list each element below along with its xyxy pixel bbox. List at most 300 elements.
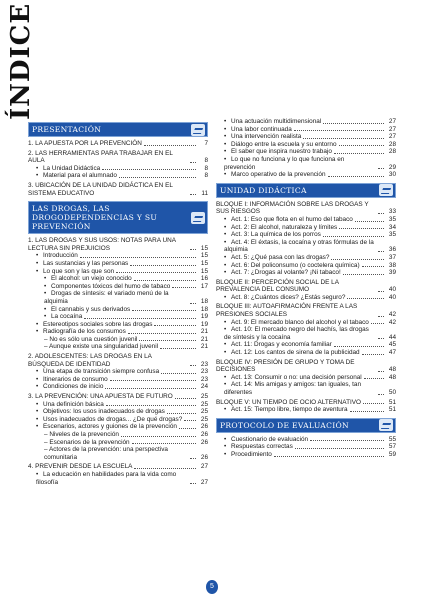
dot-leader xyxy=(363,403,384,404)
bullet-icon: • xyxy=(224,253,227,261)
bullet-icon: • xyxy=(36,259,39,267)
toc-entry[interactable] xyxy=(28,416,208,424)
dot-leader xyxy=(343,274,384,275)
dot-leader xyxy=(121,436,196,437)
toc-entry-label: La educación en habilidades para la vida como filosofía xyxy=(36,470,177,486)
toc-page-number: 21 xyxy=(200,328,208,336)
toc-entry-label: Componentes tóxicos del humo de tabaco xyxy=(51,282,171,290)
toc-page-number: 26 xyxy=(200,431,208,438)
dot-leader xyxy=(105,388,196,389)
toc-page-number: 34 xyxy=(388,223,396,231)
toc-page-number: 26 xyxy=(200,423,208,431)
toc-page-number: 55 xyxy=(388,435,396,443)
toc-page-number: 48 xyxy=(388,366,396,374)
bullet-icon: • xyxy=(224,269,227,277)
toc-entry-label: BLOQUE IV: PRESIÓN DE GRUPO Y TOMA DE DECISIONES xyxy=(216,358,355,374)
bullet-icon: • xyxy=(224,125,227,133)
section-header xyxy=(28,201,208,234)
toc-page-number: 29 xyxy=(388,163,396,171)
toc-page-number: 15 xyxy=(200,252,208,260)
toc-page-number: 26 xyxy=(200,453,208,461)
toc-chapter-entry[interactable] xyxy=(28,393,208,401)
dot-leader xyxy=(80,257,196,258)
toc-entry[interactable] xyxy=(28,401,208,409)
toc-entry[interactable] xyxy=(216,341,396,349)
toc-entry-label: Act. 7: ¿Drogas al volante? ¡Ni tabaco! xyxy=(231,269,341,277)
bullet-icon: • xyxy=(224,171,227,179)
toc-entry-label: Cuestionario de evaluación xyxy=(231,435,309,443)
dot-leader xyxy=(102,169,196,170)
bullet-icon: • xyxy=(36,320,39,328)
toc-entry-label: – Niveles de la prevención xyxy=(44,431,119,438)
bullet-icon: • xyxy=(224,293,227,301)
toc-entry-label: Una actuación multidimensional xyxy=(231,118,322,125)
bullet-icon: • xyxy=(224,261,227,269)
toc-page-number: 40 xyxy=(388,286,396,294)
toc-entry-label: BLOQUE II: PERCEPCIÓN SOCIAL DE LA PREVALENCIA DEL CONSUMO xyxy=(216,278,339,294)
bullet-icon: • xyxy=(224,118,227,125)
toc-chapter-entry[interactable] xyxy=(28,237,208,252)
toc-page-number: 27 xyxy=(388,118,396,125)
toc-page-number: 18 xyxy=(200,305,208,313)
toc-entry[interactable] xyxy=(28,290,208,305)
bullet-icon: • xyxy=(36,328,39,336)
toc-page-number: 47 xyxy=(388,349,396,357)
dot-leader xyxy=(303,138,384,139)
toc-chapter-entry[interactable] xyxy=(216,201,396,216)
bullet-icon: • xyxy=(36,423,39,431)
toc-page-number: 30 xyxy=(388,171,396,179)
dot-leader xyxy=(161,373,196,374)
toc-entry-label: Act. 13: Consumir o no: una decisión personal xyxy=(231,373,362,381)
toc-page-number: 33 xyxy=(388,208,396,216)
bullet-icon: • xyxy=(36,267,39,275)
bullet-icon: • xyxy=(224,341,227,349)
toc-page-number: 45 xyxy=(388,341,396,349)
dot-leader xyxy=(323,236,384,237)
bullet-icon: • xyxy=(224,223,227,231)
section-emblem-icon xyxy=(191,124,205,136)
dot-leader xyxy=(334,153,384,154)
toc-entry-label: Act. 5: ¿Qué pasa con las drogas? xyxy=(231,253,330,261)
toc-page-number: 51 xyxy=(388,406,396,414)
toc-entry[interactable] xyxy=(216,141,396,149)
toc-entry-label: Respuestas correctas xyxy=(231,443,293,451)
dot-leader xyxy=(334,346,384,347)
toc-entry[interactable] xyxy=(28,439,208,447)
toc-entry-label: Una etapa de transición siempre confusa xyxy=(43,368,160,376)
bullet-icon: • xyxy=(36,400,39,408)
toc-entry[interactable] xyxy=(216,326,396,341)
toc-entry[interactable] xyxy=(28,165,208,173)
toc-entry-label: 1. LAS DROGAS Y SUS USOS: NOTAS PARA UNA LECTURA SIN PREJUICIOS xyxy=(28,237,176,252)
bullet-icon: • xyxy=(36,383,39,391)
dot-leader xyxy=(106,405,196,406)
dot-leader xyxy=(190,162,196,163)
bullet-icon: • xyxy=(44,290,47,298)
toc-entry[interactable] xyxy=(28,408,208,416)
toc-page-number: 57 xyxy=(388,443,396,451)
toc-page-number: 23 xyxy=(200,360,208,368)
bullet-icon: • xyxy=(36,164,39,172)
bullet-icon: • xyxy=(224,406,227,414)
dot-leader xyxy=(362,354,384,355)
toc-page-number: 15 xyxy=(200,259,208,267)
toc-entry[interactable] xyxy=(216,451,396,459)
toc-entry-label: Act. 10: El mercado negro del hachís, las drogas de síntesis y la cocaína xyxy=(224,326,369,341)
toc-page-number: 28 xyxy=(388,148,396,156)
toc-page-number: 27 xyxy=(200,478,208,486)
dot-leader xyxy=(378,371,384,372)
bullet-icon: • xyxy=(224,450,227,458)
bullet-icon: • xyxy=(44,313,47,321)
dot-leader xyxy=(110,380,196,381)
toc-entry[interactable] xyxy=(216,118,396,126)
toc-page-number: 27 xyxy=(200,463,208,471)
toc-entry-label: – No es sólo una cuestión juvenil xyxy=(44,335,138,343)
dot-leader xyxy=(371,323,384,324)
toc-page-number: 48 xyxy=(388,373,396,381)
dot-leader xyxy=(144,145,196,146)
bullet-icon: • xyxy=(224,231,227,239)
toc-entry[interactable] xyxy=(216,231,396,239)
dot-leader xyxy=(172,287,196,288)
dot-leader xyxy=(190,365,196,366)
toc-entry[interactable] xyxy=(28,275,208,283)
toc-page-number: 26 xyxy=(200,438,208,446)
bullet-icon: • xyxy=(36,408,39,416)
dot-leader xyxy=(167,413,196,414)
toc-entry[interactable] xyxy=(216,262,396,270)
toc-entry-label: Material para el alumnado xyxy=(43,172,117,180)
toc-entry-label: Escenarios, actores y guiones de la prevención xyxy=(43,423,177,431)
toc-page-number: 25 xyxy=(200,408,208,416)
bullet-icon: • xyxy=(224,140,227,148)
toc-entry[interactable] xyxy=(216,126,396,134)
dot-leader xyxy=(190,458,196,459)
dot-leader xyxy=(139,340,196,341)
toc-entry[interactable] xyxy=(216,406,396,414)
toc-entry[interactable] xyxy=(28,423,208,431)
toc-entry-label: Radiografía de los consumos xyxy=(43,328,126,336)
toc-entry[interactable] xyxy=(28,376,208,384)
toc-entry-label: El alcohol: un viejo conocido xyxy=(51,275,132,283)
toc-entry[interactable] xyxy=(216,156,396,171)
dot-leader xyxy=(132,443,196,444)
toc-entry-label: BLOQUE III: AUTOAFIRMACIÓN FRENTE A LAS PRESIONES SOCIALES xyxy=(216,303,358,319)
dot-leader xyxy=(190,194,196,195)
toc-page-number: 8 xyxy=(204,172,208,180)
toc-left-column xyxy=(28,118,208,486)
dot-leader xyxy=(154,325,196,326)
toc-entry[interactable] xyxy=(28,446,208,461)
toc-entry-label: Condiciones de inicio xyxy=(43,383,104,391)
toc-entry-label: Act. 8: ¿Cuántos dices? ¿Estás seguro? xyxy=(231,293,346,301)
toc-entry-label: Act. 15: Tiempo libre, tiempo de aventura xyxy=(231,406,348,414)
toc-chapter-entry[interactable] xyxy=(216,359,396,374)
toc-entry-label: Objetivos: los usos inadecuados de drogas xyxy=(43,408,165,416)
toc-entry-label: Act. 9: El mercado blanco del alcohol y el tabaco xyxy=(231,318,369,326)
toc-chapter-entry[interactable] xyxy=(28,150,208,165)
bullet-icon: • xyxy=(44,282,47,290)
toc-entry-label: Diálogo entre la escuela y su entorno xyxy=(231,140,337,148)
toc-page-number: 8 xyxy=(204,157,208,165)
toc-page-number: 40 xyxy=(388,293,396,301)
toc-entry[interactable] xyxy=(216,381,396,396)
toc-chapter-entry[interactable] xyxy=(216,279,396,294)
toc-entry-label: Act. 12: Los cantos de sirena de la publicidad xyxy=(231,349,360,357)
toc-page-number: 24 xyxy=(200,383,208,391)
bullet-icon: • xyxy=(44,305,47,313)
toc-entry-label: El cannabis y sus derivados xyxy=(51,305,131,313)
toc-entry[interactable] xyxy=(216,349,396,357)
dot-leader xyxy=(310,440,384,441)
toc-right-column xyxy=(216,118,396,459)
dot-leader xyxy=(294,130,384,131)
bullet-icon: • xyxy=(224,155,227,163)
toc-entry-label: La Unidad Didáctica xyxy=(43,164,101,172)
toc-page-number: 7 xyxy=(204,140,208,147)
dot-leader xyxy=(175,398,196,399)
toc-chapter-entry[interactable] xyxy=(28,353,208,368)
toc-entry-label: Act. 11: Drogas y economía familiar xyxy=(231,341,332,349)
toc-entry-label: Act. 14: Mis amigas y amigos: tan iguales, tan diferentes xyxy=(224,381,362,396)
toc-entry[interactable] xyxy=(28,268,208,276)
toc-page-number: 51 xyxy=(388,398,396,406)
dot-leader xyxy=(362,266,384,267)
toc-entry-label: La cocaína xyxy=(51,313,83,321)
toc-entry-label: Act. 6: Del policonsumo (o coctelera química) xyxy=(231,261,360,269)
toc-entry[interactable] xyxy=(28,306,208,314)
dot-leader xyxy=(328,176,385,177)
toc-entry-label: 3. UBICACIÓN DE LA UNIDAD DIDÁCTICA EN EL SISTEMA EDUCATIVO xyxy=(28,181,173,197)
toc-page-number: 21 xyxy=(200,335,208,343)
toc-page-number: 15 xyxy=(200,267,208,275)
dot-leader xyxy=(378,213,384,214)
bullet-icon: • xyxy=(36,252,39,260)
dot-leader xyxy=(378,168,384,169)
dot-leader xyxy=(378,251,384,252)
section-title: LAS DROGAS, LAS DROGODEPENDENCIAS Y SU PREVENCIÓN xyxy=(32,204,158,232)
toc-page-number: 16 xyxy=(200,275,208,283)
toc-page-number: 23 xyxy=(200,368,208,376)
dot-leader xyxy=(130,265,196,266)
toc-page-number: 19 xyxy=(200,320,208,328)
toc-page-number: 21 xyxy=(200,343,208,351)
toc-entry-label: 4. PREVENIR DESDE LA ESCUELA xyxy=(28,463,133,471)
page-number: 5 xyxy=(206,580,218,594)
dot-leader xyxy=(378,291,384,292)
section-emblem-icon xyxy=(379,419,393,431)
bullet-icon: • xyxy=(224,318,227,326)
toc-page-number: 35 xyxy=(388,215,396,223)
toc-entry[interactable] xyxy=(216,224,396,232)
toc-entry[interactable] xyxy=(216,148,396,156)
toc-page-number: 11 xyxy=(201,189,208,197)
toc-page-number: 50 xyxy=(388,389,396,396)
toc-chapter-entry[interactable] xyxy=(216,399,396,407)
section-header xyxy=(216,183,396,198)
page-title: ÍNDICE xyxy=(6,2,36,120)
toc-entry[interactable] xyxy=(28,336,208,344)
bullet-icon: • xyxy=(224,435,227,443)
bullet-icon: • xyxy=(36,470,39,478)
dot-leader xyxy=(190,249,196,250)
toc-entry[interactable] xyxy=(28,471,208,486)
toc-page-number: 27 xyxy=(388,125,396,133)
dot-leader xyxy=(179,428,196,429)
toc-entry-label: El saber que inspira nuestro trabajo xyxy=(231,148,332,156)
toc-page-number: 25 xyxy=(200,400,208,408)
bullet-icon: • xyxy=(224,349,227,357)
dot-leader xyxy=(295,448,384,449)
dot-leader xyxy=(134,280,196,281)
toc-page-number: 44 xyxy=(388,333,396,341)
toc-entry[interactable] xyxy=(28,313,208,321)
toc-entry-label: Las sustancias y las personas xyxy=(43,259,129,267)
dot-leader xyxy=(323,123,384,124)
section-title: PRESENTACIÓN xyxy=(32,125,102,134)
toc-entry-label: – Escenarios de la prevención xyxy=(44,438,130,446)
toc-entry[interactable] xyxy=(28,431,208,439)
toc-entry[interactable] xyxy=(216,319,396,327)
bullet-icon: • xyxy=(224,133,227,141)
toc-page-number: 36 xyxy=(388,246,396,254)
toc-entry-label: 1. LA APUESTA POR LA PREVENCIÓN xyxy=(28,140,142,147)
section-header xyxy=(216,418,396,433)
toc-entry[interactable] xyxy=(216,239,396,254)
toc-entry[interactable] xyxy=(28,328,208,336)
toc-entry-label: Lo que no funciona y lo que funciona en prevención xyxy=(224,155,345,171)
toc-entry[interactable] xyxy=(28,283,208,291)
toc-page-number: 25 xyxy=(200,415,208,423)
toc-entry-label: Act. 2: El alcohol, naturaleza y límites xyxy=(231,223,338,231)
section-emblem-icon xyxy=(379,184,393,196)
toc-page-number: 18 xyxy=(200,297,208,305)
section-title: UNIDAD DIDÁCTICA xyxy=(220,185,307,195)
dot-leader xyxy=(378,394,384,395)
toc-entry-label: Procedimiento xyxy=(231,450,272,458)
toc-entry[interactable] xyxy=(216,294,396,302)
bullet-icon: • xyxy=(36,415,39,423)
toc-entry[interactable] xyxy=(28,343,208,351)
dot-leader xyxy=(364,378,384,379)
toc-entry-label: Itinerarios de consumo xyxy=(43,375,108,383)
toc-entry-label: – Actores de la prevención: una perspectiva comunitaria xyxy=(44,446,168,461)
toc-entry[interactable] xyxy=(28,368,208,376)
toc-page-number: 37 xyxy=(388,253,396,261)
bullet-icon: • xyxy=(44,275,47,283)
toc-chapter-entry[interactable] xyxy=(216,303,396,318)
dot-leader xyxy=(190,303,196,304)
toc-page-number: 23 xyxy=(200,375,208,383)
toc-page-number: 25 xyxy=(200,393,208,401)
dot-leader xyxy=(116,272,196,273)
bullet-icon: • xyxy=(36,172,39,180)
toc-entry[interactable] xyxy=(28,260,208,268)
toc-entry[interactable] xyxy=(216,436,396,444)
section-emblem-icon xyxy=(191,212,205,224)
toc-entry[interactable] xyxy=(28,383,208,391)
dot-leader xyxy=(128,333,196,334)
dot-leader xyxy=(160,348,196,349)
toc-entry[interactable] xyxy=(28,321,208,329)
toc-page-number: 42 xyxy=(388,311,396,319)
bullet-icon: • xyxy=(224,443,227,451)
bullet-icon: • xyxy=(224,215,227,223)
dot-leader xyxy=(274,456,384,457)
dot-leader xyxy=(190,483,196,484)
toc-page-number: 35 xyxy=(388,231,396,239)
toc-page-number: 15 xyxy=(200,244,208,252)
toc-entry-label: Usos inadecuados de drogas... ¿De qué drogas? xyxy=(43,415,183,423)
dot-leader xyxy=(378,316,384,317)
toc-chapter-entry[interactable] xyxy=(28,140,208,148)
toc-entry[interactable] xyxy=(216,216,396,224)
section-title: PROTOCOLO DE EVALUACIÓN xyxy=(220,420,349,430)
bullet-icon: • xyxy=(224,326,227,334)
dot-leader xyxy=(350,411,384,412)
toc-entry-label: BLOQUE I: INFORMACIÓN SOBRE LAS DROGAS Y SUS RIESGOS xyxy=(216,200,369,216)
toc-entry[interactable] xyxy=(216,374,396,382)
toc-page-number: 17 xyxy=(200,282,208,290)
toc-entry[interactable] xyxy=(28,172,208,180)
toc-page-number: 39 xyxy=(388,269,396,277)
dot-leader xyxy=(347,298,384,299)
dot-leader xyxy=(119,177,196,178)
dot-leader xyxy=(84,318,196,319)
dot-leader xyxy=(132,310,196,311)
toc-entry[interactable] xyxy=(28,252,208,260)
dot-leader xyxy=(378,338,384,339)
bullet-icon: • xyxy=(36,368,39,376)
toc-entry[interactable] xyxy=(216,171,396,179)
toc-entry-label: Act. 1: Eso que flota en el humo del tabaco xyxy=(231,215,353,223)
toc-chapter-entry[interactable] xyxy=(28,463,208,471)
toc-page-number: 28 xyxy=(388,140,396,148)
toc-entry-label: 2. LAS HERRAMIENTAS PARA TRABAJAR EN EL AULA xyxy=(28,149,173,165)
toc-entry-label: 3. LA PREVENCIÓN: UNA APUESTA DE FUTURO xyxy=(28,393,173,401)
bullet-icon: • xyxy=(224,373,227,381)
toc-entry[interactable] xyxy=(216,269,396,277)
toc-page-number: 8 xyxy=(204,164,208,172)
dot-leader xyxy=(184,420,196,421)
toc-entry-label: Marco operativo de la prevención xyxy=(231,171,326,179)
section-header xyxy=(28,122,208,137)
toc-entry-label: Act. 3: La química de los porros xyxy=(231,231,321,239)
toc-entry[interactable] xyxy=(216,254,396,262)
bullet-icon: • xyxy=(224,148,227,156)
toc-entry[interactable] xyxy=(216,443,396,451)
toc-entry-label: Introducción xyxy=(43,252,78,260)
toc-entry-label: Act. 4: El éxtasis, la cocaína y otras fórmulas de la alquimia xyxy=(224,238,374,254)
toc-entry-label: Una intervención realista xyxy=(231,133,302,141)
dot-leader xyxy=(134,468,196,469)
toc-page-number: 19 xyxy=(200,313,208,321)
dot-leader xyxy=(355,221,384,222)
toc-chapter-entry[interactable] xyxy=(28,182,208,197)
bullet-icon: • xyxy=(36,375,39,383)
toc-page-number: 38 xyxy=(388,261,396,269)
toc-page-number: 59 xyxy=(388,450,396,458)
toc-entry[interactable] xyxy=(216,133,396,141)
toc-entry-label: Estereotipos sociales sobre las drogas xyxy=(43,320,153,328)
toc-entry-label: Drogas de síntesis: el variado menú de la alquimia xyxy=(44,290,169,305)
dot-leader xyxy=(339,145,384,146)
toc-entry-label: Lo que son y las que son xyxy=(43,267,115,275)
bullet-icon: • xyxy=(224,381,227,389)
toc-entry-label: Una definición básica xyxy=(43,400,104,408)
